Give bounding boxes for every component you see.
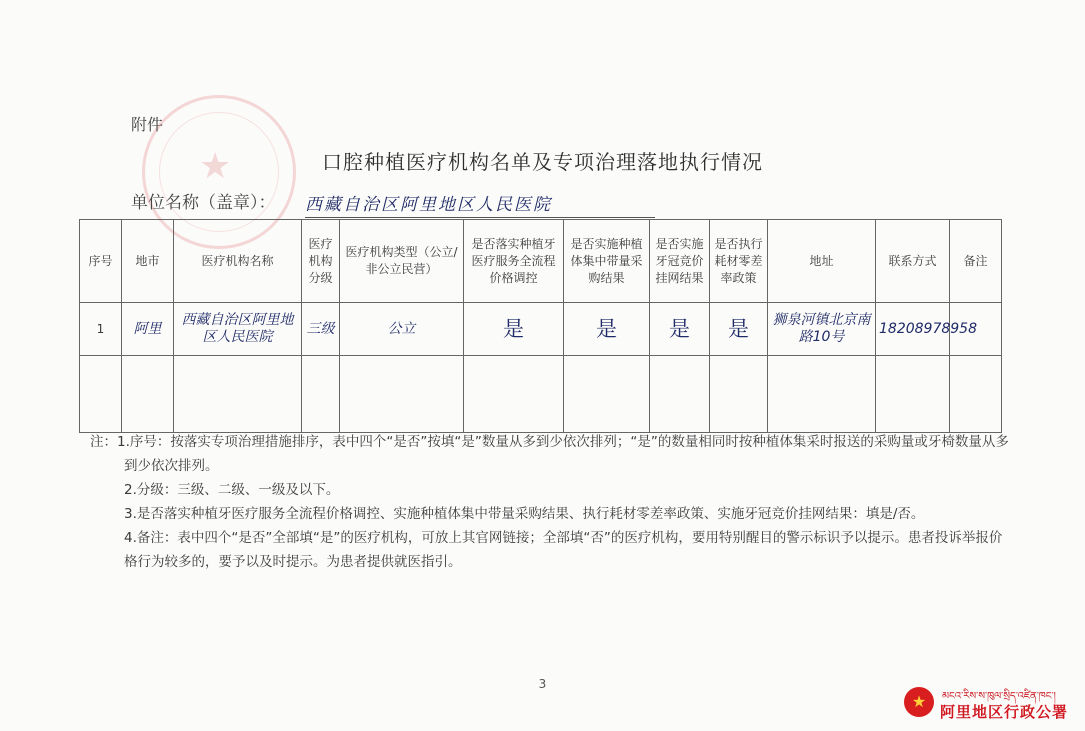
unit-name-value: 西藏自治区阿里地区人民医院 <box>305 190 655 218</box>
price-control-cell: 是 <box>464 303 564 356</box>
type-cell: 公立 <box>340 303 464 356</box>
watermark-chinese: 阿里地区行政公署 <box>940 703 1069 721</box>
city-cell: 阿里 <box>122 303 174 356</box>
document-title: 口腔种植医疗机构名单及专项治理落地执行情况 <box>322 150 763 174</box>
empty-cell <box>950 356 1002 433</box>
attachment-label: 附件 <box>131 115 164 134</box>
institution-table <box>79 219 1002 433</box>
unit-name-label: 单位名称（盖章）： <box>131 193 276 213</box>
empty-cell <box>80 356 122 433</box>
header-cell: 是否执行耗材零差率政策 <box>710 220 768 303</box>
header-cell: 备注 <box>950 220 1002 303</box>
address-cell: 狮泉河镇北京南路10号 <box>768 303 876 356</box>
seal-star-icon: ★ <box>199 146 232 187</box>
watermark-brand <box>904 683 1082 727</box>
national-emblem-icon: ★ <box>904 687 934 717</box>
empty-cell <box>876 356 950 433</box>
central-purchase-cell: 是 <box>564 303 650 356</box>
header-cell: 是否实施牙冠竞价挂网结果 <box>650 220 710 303</box>
empty-cell <box>302 356 340 433</box>
note-3: 3.是否落实种植牙医疗服务全流程价格调控、实施种植体集中带量采购结果、执行耗材零差率政策、实施牙冠竞价挂网结果：填是/否。 <box>124 506 925 522</box>
contact-cell: 18208978958 <box>876 303 950 356</box>
table-row-empty <box>80 356 1002 433</box>
level-cell: 三级 <box>302 303 340 356</box>
header-cell: 是否落实种植牙医疗服务全流程价格调控 <box>464 220 564 303</box>
empty-cell <box>122 356 174 433</box>
header-cell: 地址 <box>768 220 876 303</box>
notes-section <box>90 430 1010 574</box>
page-number: 3 <box>538 677 547 691</box>
table-row <box>80 303 1002 356</box>
zero-markup-cell: 是 <box>710 303 768 356</box>
header-cell: 是否实施种植体集中带量采购结果 <box>564 220 650 303</box>
empty-cell <box>768 356 876 433</box>
empty-cell <box>564 356 650 433</box>
watermark-tibetan: མངའ་རིས་ས་ཁུལ་སྲིད་འཛིན་ཁང་། <box>942 691 1056 702</box>
header-cell: 医疗机构分级 <box>302 220 340 303</box>
empty-cell <box>650 356 710 433</box>
note-4: 4.备注：表中四个“是否”全部填“是”的医疗机构，可放上其官网链接；全部填“否”的医疗机构，要用特别醒目的警示标识予以提示。患者投诉举报价格行为较多的，要予以及时提示。为患者提供就医指引。 <box>124 530 1003 570</box>
note-2: 2.分级：三级、二级、一级及以下。 <box>124 482 340 498</box>
institution-name-cell: 西藏自治区阿里地区人民医院 <box>174 303 302 356</box>
empty-cell <box>340 356 464 433</box>
empty-cell <box>464 356 564 433</box>
empty-cell <box>710 356 768 433</box>
row-number: 1 <box>80 303 122 356</box>
empty-cell <box>174 356 302 433</box>
header-cell: 地市 <box>122 220 174 303</box>
header-cell: 联系方式 <box>876 220 950 303</box>
header-cell: 序号 <box>80 220 122 303</box>
note-1: 注：1.序号：按落实专项治理措施排序，表中四个“是否”按填“是”数量从多到少依次排列；“是”的数量相同时按种植体集采时报送的采购量或牙椅数量从多到少依次排列。 <box>90 434 1009 474</box>
table-header-row <box>80 220 1002 303</box>
crown-bidding-cell: 是 <box>650 303 710 356</box>
header-cell: 医疗机构名称 <box>174 220 302 303</box>
header-cell: 医疗机构类型（公立/非公立民营） <box>340 220 464 303</box>
